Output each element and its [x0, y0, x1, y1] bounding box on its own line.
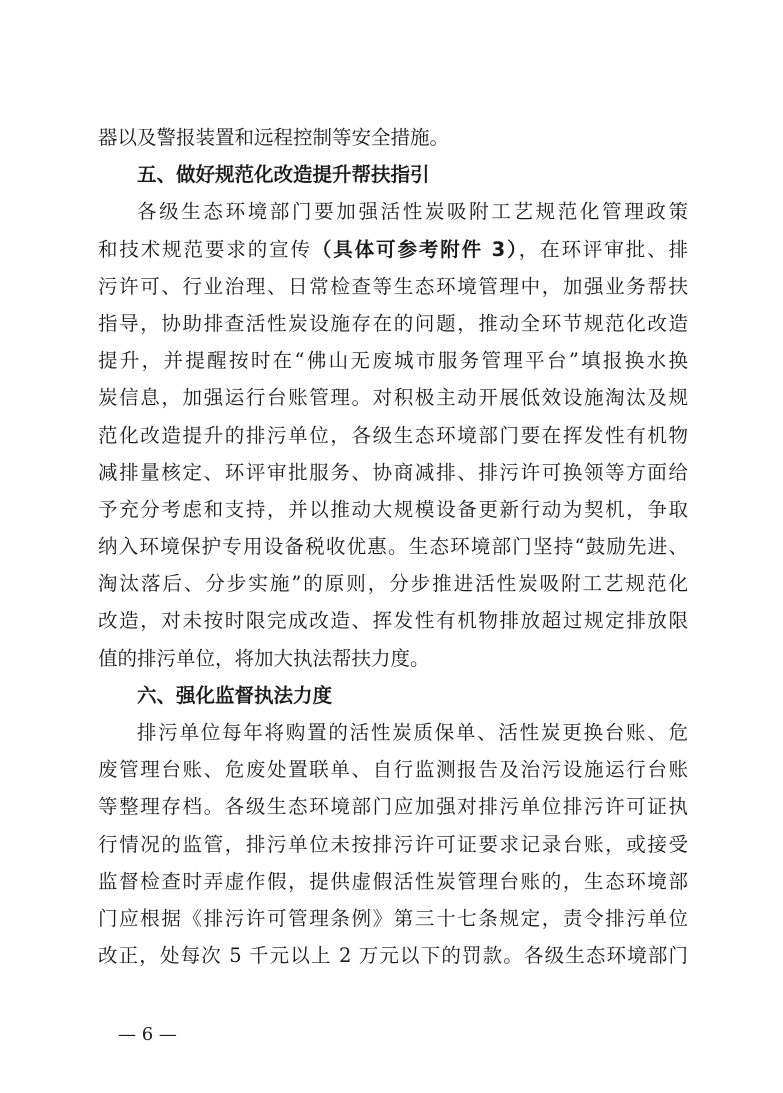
paragraph-line: 等整理存档。各级生态环境部门应加强对排污单位排污许可证执 — [98, 795, 688, 819]
paragraph-line: 纳入环境保护专用设备税收优惠。生态环境部门坚持“鼓励先进、 — [98, 535, 688, 559]
paragraph-line: 范化改造提升的排污单位，各级生态环境部门要在挥发性有机物 — [98, 423, 688, 447]
line-segment: 和技术规范要求的宣传 — [98, 237, 312, 261]
paragraph-line: 指导，协助排查活性炭设施存在的问题，推动全环节规范化改造 — [98, 311, 688, 335]
paragraph-line: 值的排污单位，将加大执法帮扶力度。 — [98, 646, 430, 670]
body-text — [98, 119, 688, 974]
paragraph-line: 监督检查时弄虚作假，提供虚假活性炭管理台账的，生态环境部 — [98, 869, 688, 893]
paragraph-line: 废管理台账、危废处置联单、自行监测报告及治污设施运行台账 — [98, 758, 688, 782]
paragraph-line: 污许可、行业治理、日常检查等生态环境管理中，加强业务帮扶 — [98, 274, 688, 298]
paragraph-line: 提升，并提醒按时在“佛山无废城市服务管理平台”填报换水换 — [98, 349, 688, 373]
paragraph-line: 器以及警报装置和远程控制等安全措施。 — [98, 126, 450, 149]
paragraph-line: 予充分考虑和支持，并以推动大规模设备更新行动为契机，争取 — [98, 497, 688, 521]
bold-reference: （具体可参考附件 3） — [311, 237, 519, 261]
page-number: — 6 — — [118, 1024, 177, 1045]
paragraph-line: 各级生态环境部门要加强活性炭吸附工艺规范化管理政策 — [137, 200, 688, 224]
section-heading-6: 六、强化监督执法力度 — [137, 683, 333, 707]
paragraph-line: 改造，对未按时限完成改造、挥发性有机物排放超过规定排放限 — [98, 609, 688, 633]
paragraph-line: 门应根据《排污许可管理条例》第三十七条规定，责令排污单位 — [98, 906, 688, 930]
line-segment: ，在环评审批、排 — [518, 237, 688, 261]
paragraph-line — [98, 231, 688, 268]
paragraph-line: 炭信息，加强运行台账管理。对积极主动开展低效设施淘汰及规 — [98, 386, 688, 410]
paragraph-line: 排污单位每年将购置的活性炭质保单、活性炭更换台账、危 — [137, 721, 688, 744]
paragraph-line: 改正，处每次 5 千元以上 2 万元以下的罚款。各级生态环境部门 — [98, 944, 688, 968]
section-heading-5: 五、做好规范化改造提升帮扶指引 — [137, 163, 430, 187]
paragraph-line: 减排量核定、环评审批服务、协商减排、排污许可换领等方面给 — [98, 460, 688, 484]
paragraph-line: 行情况的监管，排污单位未按排污许可证要求记录台账，或接受 — [98, 832, 688, 856]
paragraph-line: 淘汰落后、分步实施”的原则，分步推进活性炭吸附工艺规范化 — [98, 572, 688, 596]
